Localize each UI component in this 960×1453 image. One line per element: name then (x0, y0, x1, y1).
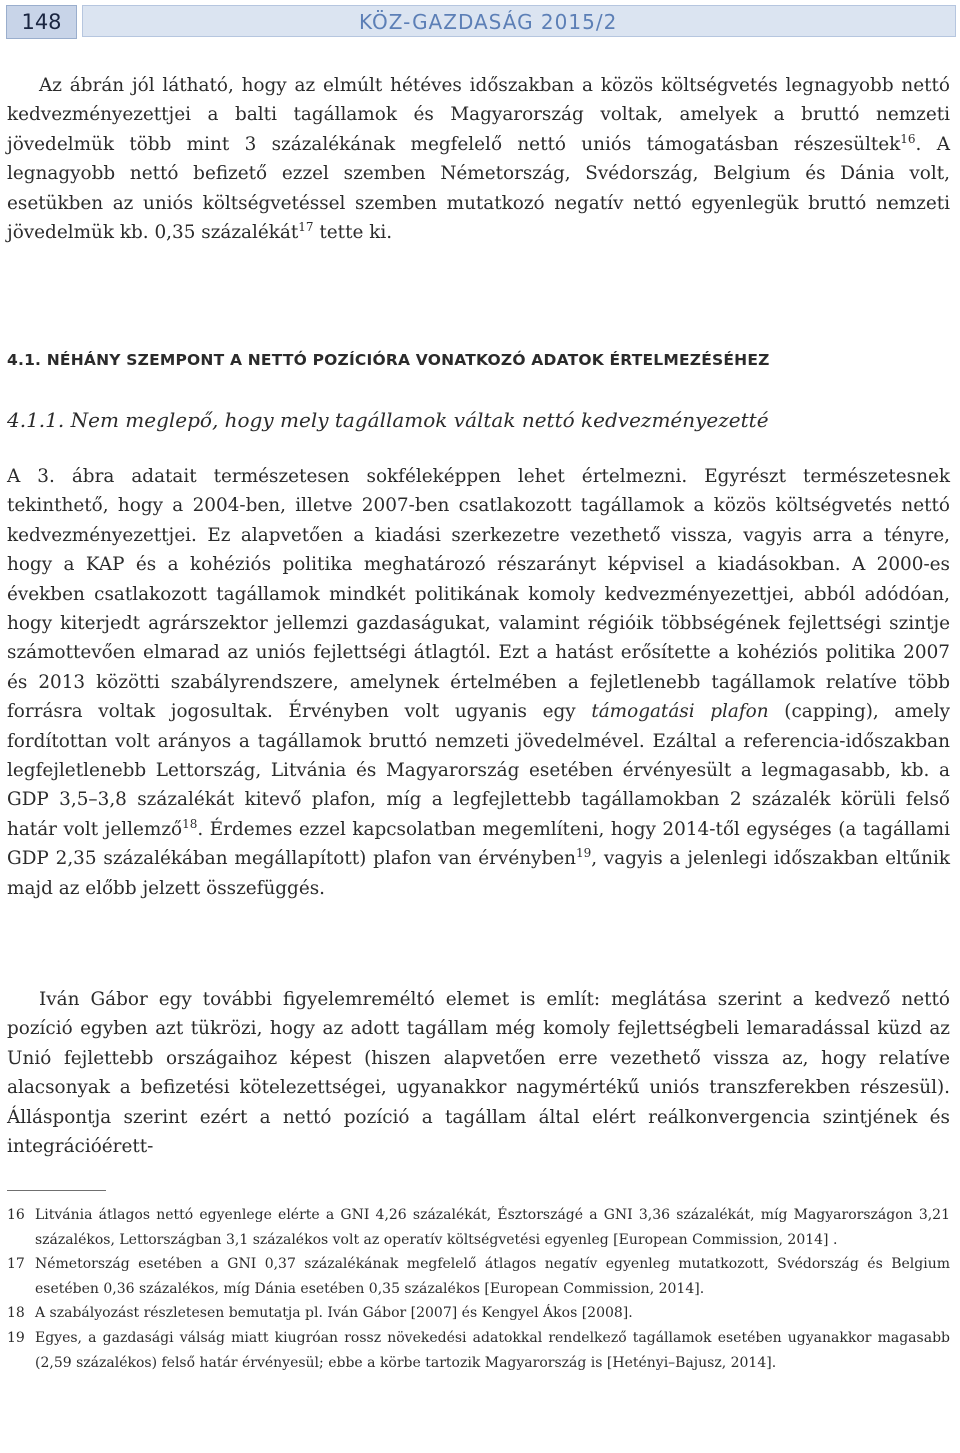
footnote-ref-18[interactable]: 18 (182, 816, 198, 831)
footnote-text: Litvánia átlagos nettó egyenlege elérte a GNI 4,26 százalékát, Észtországé a GNI 3,36 százalékát, míg Magyarországon 3,21 százalékos, Lettországban 3,1 százalékos volt az operatív költségvetési egyenleg [European Commission, 2014] . (35, 1207, 950, 1248)
page-number: 148 (6, 5, 77, 39)
italic-term: támogatási plafon (591, 701, 769, 723)
footnote-ref-16[interactable]: 16 (900, 131, 916, 146)
intro-text-2: . A legnagyobb nettó befizető ezzel szemben Németország, Svédország, Belgium és Dánia volt, esetükben az uniós költségvetéssel szemben mutatkozó negatív nettó egyenlegük bruttó nemzeti jövedelmük kb. 0,35 százalékát (7, 133, 950, 244)
footnote-text: A szabályozást részletesen bemutatja pl. Iván Gábor [2007] és Kengyel Ákos [2008]. (35, 1305, 633, 1322)
footnote-text: Egyes, a gazdasági válság miatt kiugróan rossz növekedési adatokkal rendelkező tagállamok esetében ugyanakkor magasabb (2,59 százalékos) felső határ érvényesül; ebbe a körbe tartozik Magyarország is [Hetényi–Bajusz, 2014]. (35, 1329, 950, 1371)
footnote-18 (7, 1301, 950, 1326)
footnote-ref-19[interactable]: 19 (575, 846, 592, 861)
footnote-ref-17[interactable]: 17 (298, 220, 314, 235)
intro-text-3: tette ki. (313, 222, 393, 244)
page-header (6, 5, 957, 39)
footnote-17 (7, 1252, 950, 1301)
main-paragraph (7, 462, 950, 903)
footnote-separator (7, 1190, 106, 1191)
main-text-3: . Érdemes ezzel kapcsolatban megemlíteni, hogy 2014-től egységes (a tagállami GDP 2,35 százalékában megállapított) plafon van érvényben (7, 818, 950, 870)
intro-text-1: Az ábrán jól látható, hogy az elmúlt hétéves időszakban a közös költségvetés legnagyobb nettó kedvezményezettjei a balti tagállamok és Magyarország voltak, amelyek a bruttó nemzeti jövedelmük több mint 3 százalékának megfelelő nettó uniós támogatásban részesültek (7, 75, 950, 155)
main-text-1: A 3. ábra adatait természetesen sokféleképpen lehet értelmezni. Egyrészt természetesnek tekinthető, hogy a 2004-ben, illetve 2007-ben csatlakozott tagállamok a közös költségvetés nettó kedvezményezettjei. Ez alapvetően a kiadási szerkezetre vezethető vissza, vagyis arra a tényre, hogy a KAP és a kohéziós politika meghatározó részarányt képvisel a kiadásokban. A 2000-es években csatlakozott tagállamok mindkét politikának komoly kedvezményezettjei, abból adódóan, hogy kiterjedt agrárszektor jellemzi gazdaságukat, valamint régióik többségének fejlettségi szintje számottevően elmarad az uniós fejlettségi átlagtól. Ezt a hatást erősítette a kohéziós politika 2007 és 2013 közötti szabályrendszere, amelynek értelmében a fejletlenebb tagállamok relatíve több forrásra voltak jogosultak. Érvényben volt ugyanis egy (7, 466, 950, 723)
section-heading: 4.1. NÉHÁNY SZEMPONT A NETTÓ POZÍCIÓRA VONATKOZÓ ADATOK ÉRTELMEZÉSÉHEZ (7, 351, 770, 369)
footnote-number: 17 (7, 1256, 25, 1273)
intro-paragraph (7, 71, 950, 247)
main-text-4: , vagyis a jelenlegi időszakban eltűnik majd az előbb jelzett összefüggés. (7, 848, 950, 899)
footnote-16 (7, 1203, 950, 1252)
footnotes (7, 1203, 950, 1375)
footnote-number: 18 (7, 1305, 25, 1322)
footnote-number: 19 (7, 1329, 25, 1346)
footnote-number: 16 (7, 1207, 25, 1223)
footnote-text: Németország esetében a GNI 0,37 százalékának megfelelő átlagos negatív egyenleg mutatkozott, Svédország és Belgium esetében 0,36 százalékos, míg Dánia esetében 0,35 százalékos [European Commission, 2014]. (35, 1256, 950, 1297)
journal-running-head: KÖZ-GAZDASÁG 2015/2 (82, 5, 956, 37)
footnote-19 (7, 1326, 950, 1375)
subsection-heading: 4.1.1. Nem meglepő, hogy mely tagállamok váltak nettó kedvezményezetté (7, 408, 769, 432)
ivan-paragraph: Iván Gábor egy további figyelemreméltó elemet is említ: meglátása szerint a kedvező nettó pozíció egyben azt tükrözi, hogy az adott tagállam még komoly fejlettségbeli lemaradással küzd az Unió fejlettebb országaihoz képest (hiszen alapvetően erre vezethető vissza az, hogy relatíve alacsonyak a befizetési kötelezettségei, ugyanakkor nagymértékű uniós transzferekben részesül). Álláspontja szerint ezért a nettó pozíció a tagállam által elért reálkonvergencia szintjének és integrációérett- (7, 989, 950, 1158)
main-text-2: (capping), amely fordítottan volt arányos a tagállamok bruttó nemzeti jövedelmével. Ezáltal a referencia-időszakban legfejletlenebb Lettország, Litvánia és Magyarország esetében érvényesült a legmagasabb, kb. a GDP 3,5–3,8 százalékát kitevő plafon, míg a legfejlettebb tagállamokban 2 százalék körüli felső határ volt jellemző (7, 701, 950, 840)
